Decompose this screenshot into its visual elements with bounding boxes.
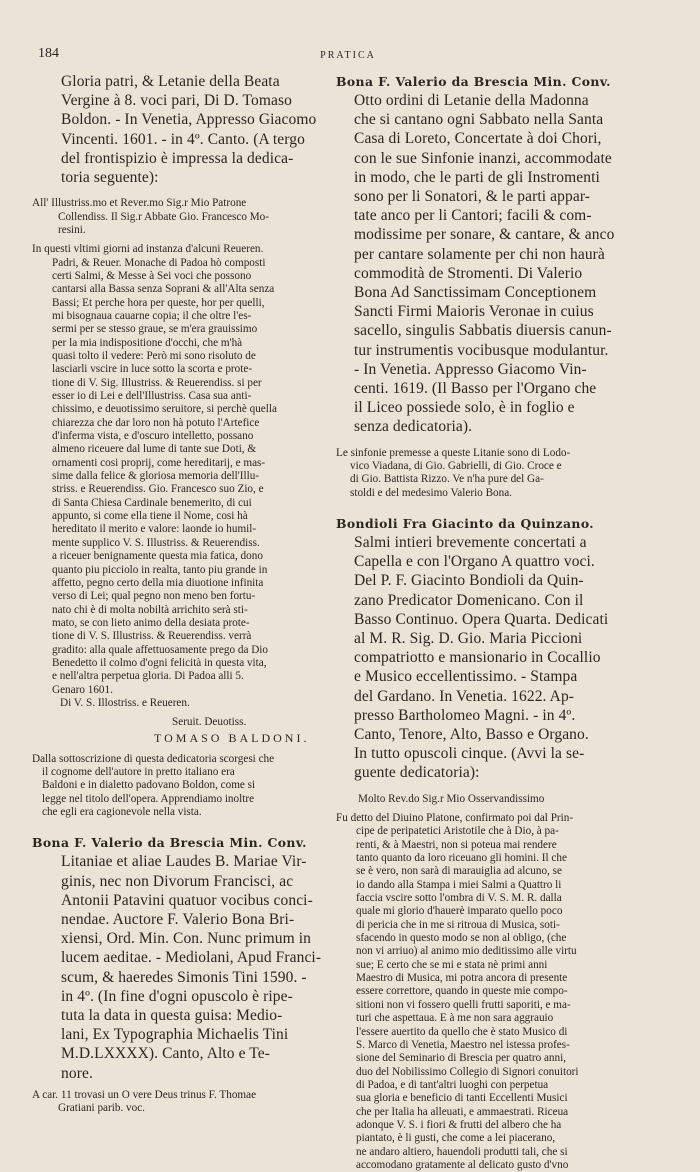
text-line: hereditato il merito e valore: laonde io humil- bbox=[52, 523, 257, 536]
text-line: lucem aeditae. - Mediolani, Apud Franci- bbox=[61, 949, 322, 967]
left-column bbox=[32, 72, 330, 1115]
text-line: in modo, che le parti de gli Instromenti bbox=[354, 168, 600, 186]
text-line: chissimo, e deuotissimo seruitore, si perchè quella bbox=[52, 403, 277, 416]
text-line: Litaniae et aliae Laudes B. Mariae Vir- bbox=[61, 853, 307, 871]
text-line: Padri, & Reuer. Monache di Padoa hò composti bbox=[52, 256, 266, 269]
text-line: per cantare solamente per chi non haurà bbox=[354, 245, 605, 263]
text-line: a riceuer benignamente questa mia fatica, dono bbox=[52, 550, 263, 563]
text-line: legge nel titolo dell'opera. Apprendiamo inoltre bbox=[42, 792, 255, 805]
text-line: Salmi intieri brevemente concertati a bbox=[354, 534, 587, 552]
text-line: se è vero, non sarà di marauiglia ad alcuno, se bbox=[356, 865, 562, 878]
text-line: d'inferma vista, e d'oscuro intelletto, possano bbox=[52, 430, 254, 443]
text-line: turi che aspettaua. E à me non sara aggrauio bbox=[356, 1012, 554, 1025]
text-line: sua gloria e beneficio di tanti Eccellenti Musici bbox=[356, 1092, 568, 1105]
text-line: tur instrumentis vocibusque modulantur. bbox=[354, 341, 609, 359]
text-line: e Musico eccellentissimo. - Stampa bbox=[354, 668, 578, 686]
text-line: xiensi, Ord. Min. Con. Nunc primum in bbox=[61, 930, 311, 948]
text-line: chiarezza che dar loro non hà potuto l'Artefice bbox=[52, 416, 260, 429]
text-line: All' Illustriss.mo et Rever.mo Sig.r Mio Patrone bbox=[32, 197, 247, 210]
text-line: affetto, pegno certo della mia diuotione infinita bbox=[52, 576, 264, 589]
text-line: presso Bartholomeo Magni. - in 4º. bbox=[354, 706, 576, 724]
page-header bbox=[38, 46, 658, 66]
text-line: commodità de Stromenti. Di Valerio bbox=[354, 264, 583, 282]
text-line: con le sue Sinfonie inanzi, accommodate bbox=[354, 149, 612, 167]
text-line: tate anco per li Cantori; facili & com- bbox=[354, 207, 592, 225]
text-line: di Gio. Battista Rizzo. Ve n'ha pure del Ga- bbox=[350, 473, 544, 486]
text-line: duo del Nobilissimo Collegio di Signori conuitori bbox=[356, 1065, 579, 1078]
text-line: Collendiss. Il Sig.r Abbate Gio. Francesco Mo- bbox=[58, 210, 269, 223]
text-line: per la mia indispositione d'occhi, che m'hà bbox=[52, 336, 243, 349]
text-line: sime dalla felice & gloriosa memoria dell'Illu- bbox=[52, 470, 260, 483]
text-line: al M. R. Sig. D. Gio. Maria Piccioni bbox=[354, 630, 583, 648]
dedication-body bbox=[336, 812, 626, 1172]
text-line: Baldoni e in dialetto padovano Boldon, come si bbox=[42, 779, 256, 792]
text-line: non vi arriuo) al animo mio deditissimo alle virtu bbox=[356, 945, 577, 958]
text-line: Gloria patri, & Letanie della Beata bbox=[61, 73, 280, 90]
text-line: mi bisognaua cauarne copia; il che oltre l'es- bbox=[52, 309, 252, 322]
text-line: lani, Ex Typographia Michaelis Tini bbox=[61, 1026, 289, 1044]
text-line: io dando alla Stampa i miei Salmi a Quattro li bbox=[356, 878, 562, 891]
text-line: Bona Ad Sanctissimam Conceptionem bbox=[354, 284, 597, 302]
text-line: tuta la data in questa guisa: Medio- bbox=[61, 1006, 283, 1024]
text-line: Vergine à 8. voci pari, Di D. Tomaso bbox=[61, 92, 292, 110]
text-line: ornamenti cosi proprij, come hereditarij, e mas- bbox=[52, 456, 266, 469]
text-line: In questi vltimi giorni ad instanza d'alcuni Reueren. bbox=[32, 243, 264, 256]
text-line: senza dedicatoria). bbox=[354, 418, 473, 436]
text-line: Casa di Loreto, Concertate à doi Chori, bbox=[354, 130, 602, 148]
text-line: centi. 1619. (Il Basso per l'Organo che bbox=[354, 380, 597, 398]
text-line: cantarsi alla Bassa senza Soprani & all'Alta senza bbox=[52, 283, 275, 296]
text-line: adonque V. S. i fiori & frutti del albero che ha bbox=[356, 1118, 562, 1131]
text-line: Antonii Patavini quatuor vocibus conci- bbox=[61, 891, 313, 909]
text-line: Benedetto il colmo d'ogni felicità in questa vita, bbox=[52, 656, 267, 669]
text-line: Otto ordini di Letanie della Madonna bbox=[354, 92, 589, 109]
text-line: sione del Seminario di Brescia per quatro anni, bbox=[356, 1052, 567, 1065]
page-number: 184 bbox=[38, 46, 59, 61]
text-line: nore. bbox=[61, 1064, 93, 1082]
text-line: stoldi e del medesimo Valerio Bona. bbox=[350, 486, 512, 499]
text-line: l'essere auertito da quello che è stato Musico di bbox=[356, 1025, 568, 1038]
text-line: nato chi è di molta nobiltà arrichito serà sti- bbox=[52, 603, 248, 616]
text-line: - In Venetia. Appresso Giacomo Vin- bbox=[354, 360, 587, 378]
text-line: mato, se con lieto animo della desiata prote- bbox=[52, 616, 250, 629]
dedication-closing: Di V. S. Illostriss. e Reueren. bbox=[60, 696, 190, 709]
text-line: striss. e Reuerendiss. Gio. Francesco suo Zio, e bbox=[52, 483, 264, 496]
text-line: e nell'altra perpetua gloria. Di Padoa alli 5. bbox=[52, 670, 244, 683]
entry-heading: Bona F. Valerio da Brescia Min. Conv. bbox=[32, 835, 307, 851]
text-line: che per Italia ha alleuati, e ammaestrati. Riceua bbox=[356, 1105, 569, 1118]
text-line: ne andaro altiero, hauendoli produtti tali, che si bbox=[356, 1145, 568, 1158]
text-line: ginis, nec non Divorum Francisci, ac bbox=[61, 872, 294, 890]
editor-note-bona bbox=[32, 1089, 330, 1116]
text-line: esser io di Lei e dell'Illustriss. Casa sua anti- bbox=[52, 390, 252, 403]
text-line: tione di V. S. Illustriss. & Reuerendiss. verrà bbox=[52, 630, 252, 643]
text-line: S. Marco di Venetia, Maestro nel istessa profes- bbox=[356, 1038, 570, 1051]
editor-note-baldoni bbox=[32, 753, 330, 820]
text-line: quale mi glorio d'hauerè imparato quello poco bbox=[356, 905, 563, 918]
text-line: di Padoa, e di tant'altri luoghi con perpetua bbox=[356, 1078, 549, 1091]
text-line: in 4º. (In fine d'ogni opuscolo è ripe- bbox=[61, 987, 293, 1005]
text-line: nendae. Auctore F. Valerio Bona Bri- bbox=[61, 910, 295, 928]
text-line: M.D.LXXXX). Canto, Alto e Te- bbox=[61, 1045, 271, 1063]
text-line: di Santa Chiesa Cardinale benemerito, di cui bbox=[52, 496, 252, 509]
text-line: A car. 11 trovasi un O vere Deus trinus F. Thomae bbox=[32, 1088, 257, 1101]
text-line: essere correttore, quando in queste mie compo- bbox=[356, 985, 568, 998]
text-line: In tutto opuscoli cinque. (Avvi la se- bbox=[354, 745, 585, 763]
dedication-address: Molto Rev.do Sig.r Mio Osservandissimo bbox=[358, 792, 545, 805]
text-line: Boldon. - In Venetia, Appresso Giacomo bbox=[61, 111, 317, 129]
text-line: Sancti Firmi Maioris Veronae in cuius bbox=[354, 303, 594, 321]
text-line: del Gardano. In Venetia. 1622. Ap- bbox=[354, 687, 575, 705]
text-line: che si cantano ogni Sabbato nella Santa bbox=[354, 111, 604, 129]
text-line: Gratiani parib. voc. bbox=[58, 1102, 145, 1115]
text-line: sacello, singulis Sabbatis diuersis canun- bbox=[354, 322, 612, 340]
entry-bona-letanie bbox=[336, 91, 626, 437]
text-line: toria seguente): bbox=[61, 169, 159, 187]
text-line: scum, & haeredes Simonis Tini 1590. - bbox=[61, 968, 307, 986]
entry-bondioli-salmi bbox=[336, 533, 626, 783]
text-line: tanto quanto da loro riceuano gli homini. Il che bbox=[356, 852, 567, 865]
text-line: Le sinfonie premesse a queste Litanie sono di Lodo- bbox=[336, 446, 571, 459]
text-line: il cognome dell'autore in pretto italiano era bbox=[42, 765, 235, 778]
text-line: tione di V. Sig. Illustriss. & Reuerendiss. si per bbox=[52, 376, 262, 389]
text-line: Del P. F. Giacinto Bondioli da Quin- bbox=[354, 572, 584, 590]
text-line: guente dedicatoria): bbox=[354, 764, 480, 782]
text-line: mente supplico V. S. Illustriss. & Reuerendiss. bbox=[52, 536, 260, 549]
right-column bbox=[336, 72, 626, 1172]
text-line: sitioni non vi fossero quelli frutti saporiti, e ma- bbox=[356, 998, 571, 1011]
text-line: del frontispizio è impressa la dedica- bbox=[61, 149, 294, 167]
running-head: PRATICA bbox=[320, 50, 376, 61]
text-line: resini. bbox=[58, 223, 86, 236]
entry-baldoni-title bbox=[32, 72, 330, 187]
text-line: quanto piu picciolo in realta, tanto piu grande in bbox=[52, 563, 268, 576]
text-line: Basso Continuo. Opera Quarta. Dedicati bbox=[354, 610, 609, 628]
text-line: Canto, Tenore, Alto, Basso e Organo. bbox=[354, 726, 589, 744]
text-line: che egli era cagionevole nella vista. bbox=[42, 806, 202, 818]
text-line: verso di Lei; qual pegno non meno ben fortu- bbox=[52, 590, 256, 603]
text-line: cipe de peripatetici Aristotile che à Dio, à pa- bbox=[356, 825, 559, 838]
entry-heading: Bona F. Valerio da Brescia Min. Conv. bbox=[336, 74, 611, 89]
text-line: Maestro di Musica, mi potra ancora di presente bbox=[356, 972, 568, 985]
text-line: zano Predicator Domenicano. Con il bbox=[354, 591, 584, 609]
text-line: accomodano gratamente al delicato gusto d'vno bbox=[356, 1158, 569, 1171]
text-line: modissime per sonare, & cantare, & anco bbox=[354, 226, 615, 244]
text-line: Genaro 1601. bbox=[52, 683, 113, 696]
dedication-body bbox=[32, 243, 330, 746]
text-line: di pericia che in me si ritroua di Musica, soti- bbox=[356, 918, 560, 931]
text-line: sfacendo in questo modo se non al obligo, (che bbox=[356, 932, 567, 945]
text-line: appunto, si come ella tiene il Nome, cosi hà bbox=[52, 510, 248, 523]
text-line: sue; E certo che se mi e stata nè primi anni bbox=[356, 958, 548, 971]
text-line: sermi per se stesso graue, se m'era grauissimo bbox=[52, 323, 258, 336]
text-line: gradito: alla quale affettuosamente prego da Dio bbox=[52, 643, 269, 656]
text-line: piantato, è li gusti, che come a lei piacerano, bbox=[356, 1132, 556, 1145]
text-line: quasi tolto il vedere: Però mi sono risoluto de bbox=[52, 350, 256, 362]
entry-heading: Bondioli Fra Giacinto da Quinzano. bbox=[336, 516, 594, 532]
text-line: Bassi; Et perche hora per queste, hor per quelli, bbox=[52, 296, 265, 309]
text-line: almeno riceuere dal lume di tante sue Doti, & bbox=[52, 443, 257, 456]
text-line: Capella e con l'Organo A quattro voci. bbox=[354, 553, 595, 571]
dedication-servant: Seruit. Deuotiss. bbox=[172, 716, 247, 729]
text-line: compatriotto e mansionario in Cocallio bbox=[354, 649, 601, 667]
text-line: renti, & à Maestri, non si poteua mai rendere bbox=[356, 838, 557, 851]
dedication-signature: TOMASO BALDONI. bbox=[154, 730, 310, 745]
text-line: sono per li Sonatori, & le parti appar- bbox=[354, 188, 591, 206]
text-line: Vincenti. 1601. - in 4º. Canto. (A tergo bbox=[61, 130, 305, 148]
text-line: Fu detto del Diuino Platone, confirmato poi dal Prin- bbox=[336, 812, 574, 825]
dedication-address bbox=[32, 197, 330, 237]
text-line: certi Salmi, & Messe à Sei voci che possono bbox=[52, 269, 252, 282]
text-line: lasciarli vscire in luce sotto la scorta e prote- bbox=[52, 363, 253, 376]
text-line: il Liceo possiede solo, è in foglio e bbox=[354, 399, 575, 417]
editor-note-sinfonie bbox=[336, 447, 626, 500]
text-line: vico Viadana, di Gio. Gabrielli, di Gio. Croce e bbox=[350, 460, 562, 472]
entry-bona-litaniae bbox=[32, 852, 330, 1082]
text-line: faccia vscire sotto l'ombra di V. S. M. R. dalla bbox=[356, 892, 562, 905]
text-line: Dalla sottoscrizione di questa dedicatoria scorgesi che bbox=[32, 752, 275, 765]
